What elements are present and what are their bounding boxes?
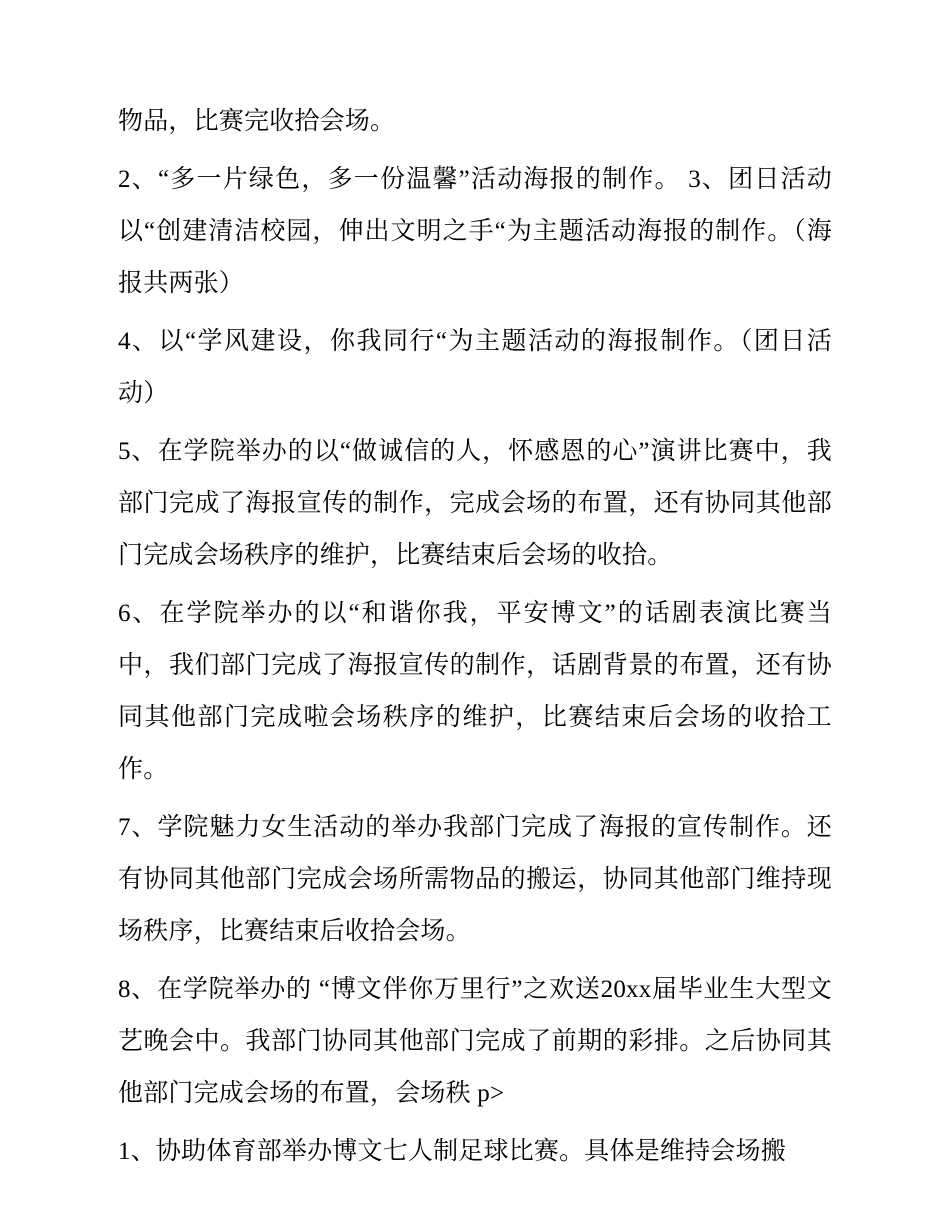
paragraph: 物品，比赛完收拾会场。 xyxy=(118,108,396,135)
paragraph: 4、以“学风建设，你我同行“为主题活动的海报制作。（团日活动） xyxy=(118,328,832,407)
paragraph: 2、“多一片绿色，多一份温馨”活动海报的制作。 3、团日活动以“创建清洁校园，伸出文明之手“为主题活动海报的制作。（海报共两张） xyxy=(118,166,832,297)
paragraph: 8、在学院举办的 “博文伴你万里行”之欢送20xx届毕业生大型文艺晚会中。我部门协同其他部门完成了前期的彩排。之后协同其他部门完成会场的布置，会场秩 p> xyxy=(118,976,832,1107)
paragraph: 6、在学院举办的以“和谐你我，平安博文”的话剧表演比赛当中，我们部门完成了海报宣传的制作，话剧背景的布置，还有协同其他部门完成啦会场秩序的维护，比赛结束后会场的收拾工作。 xyxy=(118,600,832,783)
paragraph: 7、学院魅力女生活动的举办我部门完成了海报的宣传制作。还有协同其他部门完成会场所需物品的搬运，协同其他部门维持现场秩序，比赛结束后收拾会场。 xyxy=(118,814,832,945)
paragraph: 1、协助体育部举办博文七人制足球比赛。具体是维持会场搬 xyxy=(118,1138,786,1165)
paragraph: 5、在学院举办的以“做诚信的人，怀感恩的心”演讲比赛中，我部门完成了海报宣传的制作，完成会场的布置，还有协同其他部门完成会场秩序的维护，比赛结束后会场的收拾。 xyxy=(118,438,832,569)
document-body xyxy=(118,96,832,1178)
